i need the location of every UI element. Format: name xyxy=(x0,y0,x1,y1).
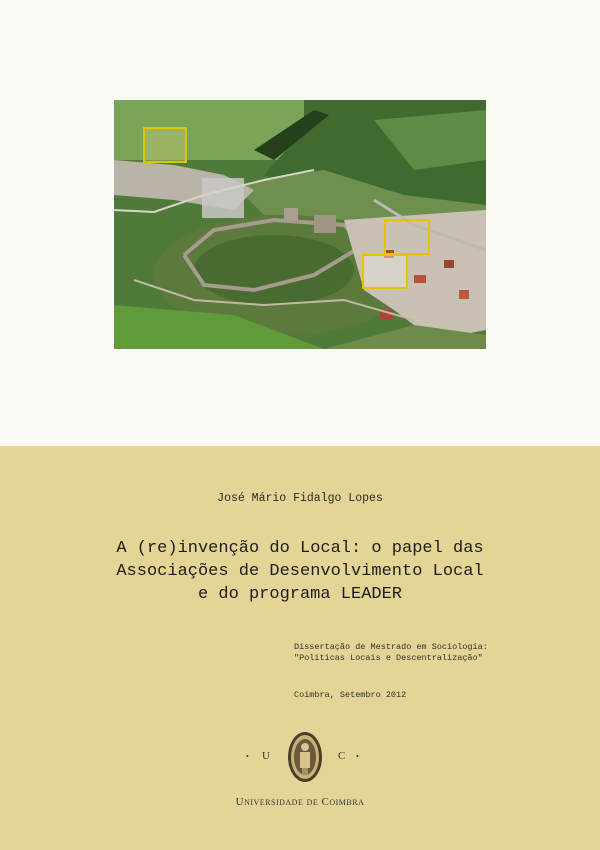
dot-separator: • xyxy=(246,752,249,761)
title-line: A (re)invenção do Local: o papel das xyxy=(116,539,484,558)
author-name: José Mário Fidalgo Lopes xyxy=(217,492,383,505)
seal-letter-c: C xyxy=(338,750,346,762)
aerial-castle-photo xyxy=(114,100,486,349)
thesis-title xyxy=(40,537,560,606)
dissertation-line: Dissertação de Mestrado em Sociologia: xyxy=(294,642,488,652)
dissertation-info xyxy=(294,642,488,664)
university-seal-row xyxy=(0,730,600,784)
place-date: Coimbra, Setembro 2012 xyxy=(294,690,407,700)
university-seal-icon xyxy=(286,730,324,784)
dissertation-line: "Políticas Locais e Descentralização" xyxy=(294,653,483,663)
seal-letter-u: U xyxy=(262,750,270,762)
dot-separator: • xyxy=(356,752,359,761)
title-line: e do programa LEADER xyxy=(197,585,403,604)
university-name: Universidade de Coimbra xyxy=(235,796,365,808)
title-line: Associações de Desenvolvimento Local xyxy=(116,562,484,581)
